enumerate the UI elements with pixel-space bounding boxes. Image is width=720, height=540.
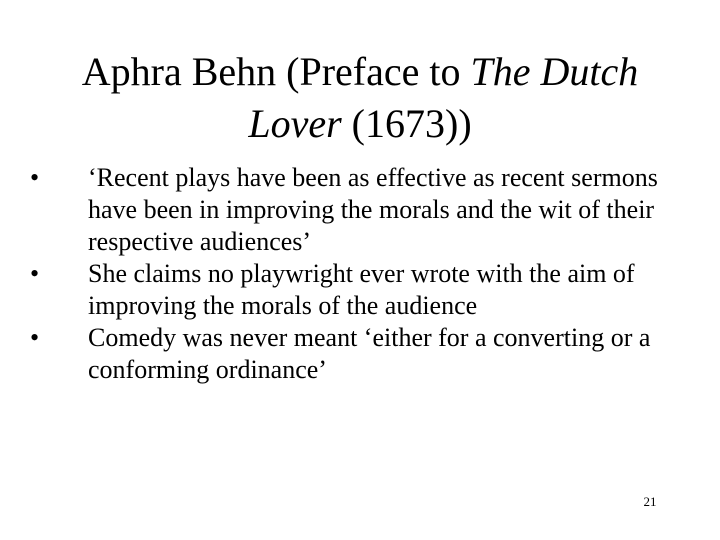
bullet-item: [30, 258, 680, 322]
bullet-list: [30, 162, 680, 386]
bullet-marker: •: [30, 259, 40, 288]
bullet-text: Comedy was never meant ‘either for a converting or a conforming ordinance’: [88, 323, 651, 384]
title-italic-text: The Dutch Lover: [248, 49, 639, 146]
slide-title: [60, 46, 660, 150]
bullet-item: [30, 162, 680, 258]
bullet-text: She claims no playwright ever wrote with the aim of improving the morals of the audience: [88, 259, 635, 320]
page-number: 21: [643, 494, 657, 509]
title-text: Aphra Behn (Preface to: [81, 49, 471, 94]
bullet-item: [30, 322, 680, 386]
bullet-text: ‘Recent plays have been as effective as recent sermons have been in improving the morals and the wit of their respective audiences’: [88, 163, 658, 256]
bullet-marker: •: [30, 163, 40, 192]
bullet-marker: •: [30, 323, 40, 352]
title-year-text: (1673)): [341, 101, 472, 146]
